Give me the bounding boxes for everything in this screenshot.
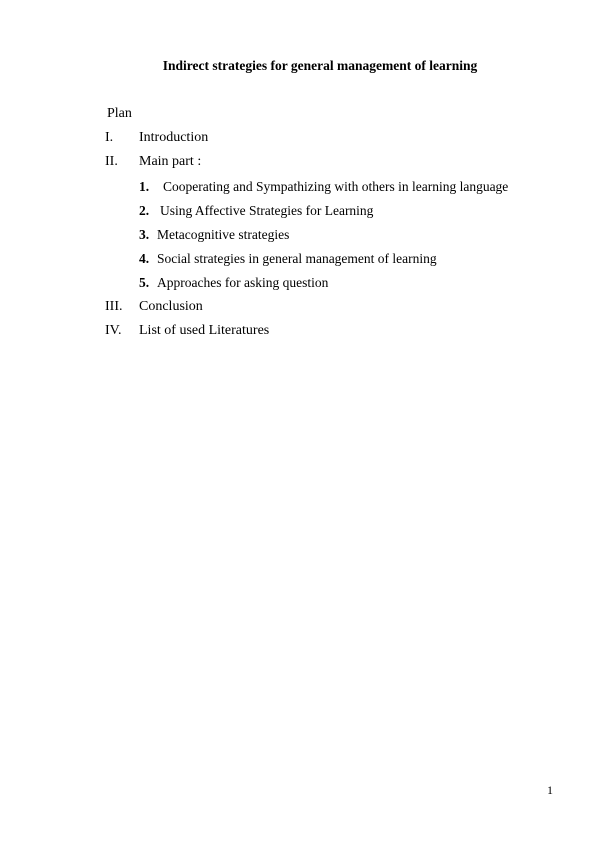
main-part-item <box>139 275 328 291</box>
outline-numeral: II. <box>105 154 118 169</box>
outline-item-literatures: List of used Literatures <box>139 323 270 338</box>
outline-numeral: IV. <box>105 323 122 338</box>
main-part-item <box>139 227 289 243</box>
outline-item-introduction: Introduction <box>139 130 209 145</box>
item-text: Social strategies in general management of learning <box>157 251 437 266</box>
main-part-item <box>139 251 437 267</box>
main-part-item <box>139 203 373 219</box>
item-text: Using Affective Strategies for Learning <box>160 203 374 218</box>
item-text: Cooperating and Sympathizing with others in learning language <box>163 179 509 194</box>
outline-numeral: III. <box>105 299 123 314</box>
item-text: Metacognitive strategies <box>157 227 290 242</box>
main-part-item <box>139 179 508 195</box>
item-number: 3. <box>139 227 150 242</box>
outline-numeral: I. <box>105 130 114 145</box>
item-number: 4. <box>139 251 150 266</box>
document-title: Indirect strategies for general management of learning <box>162 58 478 73</box>
plan-label: Plan <box>107 106 132 121</box>
item-number: 1. <box>139 179 150 194</box>
item-text: Approaches for asking question <box>157 275 329 290</box>
page-number: 1 <box>547 783 553 797</box>
item-number: 2. <box>139 203 150 218</box>
item-number: 5. <box>139 275 150 290</box>
outline-item-conclusion: Conclusion <box>139 299 203 314</box>
outline-item-main-part: Main part : <box>139 154 202 169</box>
